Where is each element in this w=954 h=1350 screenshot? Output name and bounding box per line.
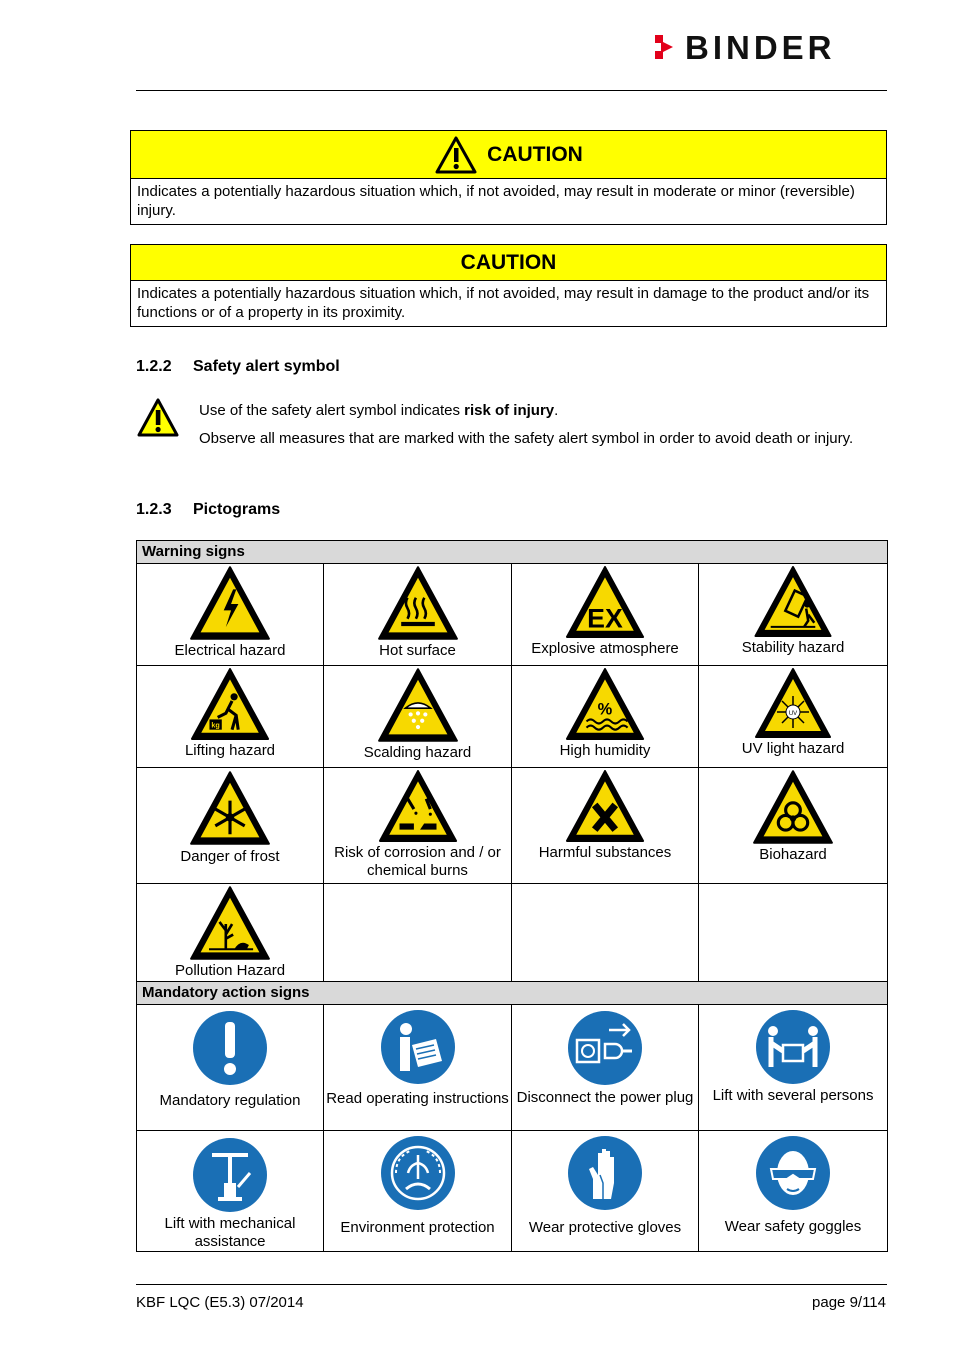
goggles-icon <box>753 1133 833 1213</box>
footer-document-id: KBF LQC (E5.3) 07/2014 <box>136 1294 304 1311</box>
hot-surface-icon <box>376 564 460 642</box>
mandatory-signs-header: Mandatory action signs <box>137 982 888 1005</box>
pictogram-label: Wear safety goggles <box>724 1218 862 1235</box>
gloves-icon <box>565 1133 645 1213</box>
pictogram-cell <box>512 1005 699 1131</box>
pictogram-cell <box>512 768 699 884</box>
scalding-hazard-icon <box>376 666 460 744</box>
safety-alert-symbol-icon <box>136 397 180 439</box>
pictogram-cell <box>324 1131 512 1252</box>
logo-chevron-icon <box>655 31 677 63</box>
pictogram-cell <box>699 1005 888 1131</box>
pictogram-cell <box>137 1131 324 1252</box>
pictogram-cell <box>137 564 324 666</box>
pictogram-label: Danger of frost <box>180 848 280 865</box>
pictogram-label: Hot surface <box>379 642 456 659</box>
pictogram-cell <box>699 1131 888 1252</box>
pictogram-cell <box>324 666 512 768</box>
pictogram-table <box>136 540 888 1252</box>
footer-page-number: page 9/114 <box>812 1294 886 1311</box>
pictogram-label: Wear protective gloves <box>528 1219 682 1236</box>
svg-text:EX: EX <box>587 603 623 634</box>
binder-logo <box>655 30 836 64</box>
pictogram-cell <box>324 1005 512 1131</box>
pictogram-label: Scalding hazard <box>363 744 472 761</box>
pictogram-cell <box>324 564 512 666</box>
empty-cell <box>324 884 512 982</box>
pictogram-label: Read operating instructions <box>326 1090 509 1107</box>
safety-alert-instruction: Observe all measures that are marked with the safety alert symbol in order to avoid death or injury. <box>199 430 854 447</box>
caution-header <box>131 131 886 179</box>
pictogram-cell <box>699 666 888 768</box>
explosive-atmosphere-icon <box>563 564 647 640</box>
mechanical-lift-icon <box>190 1135 270 1215</box>
exclamation-icon <box>190 1007 270 1089</box>
pictogram-label: Electrical hazard <box>174 642 286 659</box>
pictogram-cell <box>512 1131 699 1252</box>
pictogram-cell <box>699 768 888 884</box>
pictogram-label: Lift with several persons <box>712 1087 874 1104</box>
frost-icon <box>188 768 272 848</box>
lift-several-persons-icon <box>753 1007 833 1087</box>
pictogram-label: Disconnect the power plug <box>516 1089 694 1106</box>
pictogram-cell <box>137 884 324 982</box>
harmful-substances-icon <box>563 768 647 844</box>
electrical-hazard-icon <box>188 564 272 642</box>
environment-protection-icon <box>378 1133 458 1213</box>
pictogram-label: Harmful substances <box>538 844 672 861</box>
logo-text: BINDER <box>685 28 836 66</box>
pictogram-label: High humidity <box>559 742 651 759</box>
safety-alert-icon <box>434 135 478 175</box>
section-heading-safety-alert: 1.2.2 Safety alert symbol <box>136 358 340 375</box>
uv-light-hazard-icon <box>751 666 835 740</box>
svg-text:kg: kg <box>211 721 220 730</box>
pictogram-label: UV light hazard <box>741 740 845 757</box>
pictogram-label: Environment protection <box>340 1219 495 1236</box>
lifting-hazard-icon <box>188 666 272 742</box>
stability-hazard-icon <box>751 564 835 639</box>
pictogram-label: Pollution Hazard <box>174 962 286 979</box>
read-instructions-icon <box>378 1007 458 1087</box>
caution-title: CAUTION <box>487 142 583 166</box>
pictogram-label: Risk of corrosion and / or chemical burns <box>334 844 501 879</box>
pictogram-cell <box>324 768 512 884</box>
caution-box-property <box>130 244 887 327</box>
warning-signs-header: Warning signs <box>137 541 888 564</box>
empty-cell <box>512 884 699 982</box>
pollution-hazard-icon <box>188 884 272 962</box>
header-rule <box>136 90 887 91</box>
section-heading-pictograms: 1.2.3 Pictograms <box>136 501 281 518</box>
disconnect-plug-icon <box>565 1007 645 1089</box>
empty-cell <box>699 884 888 982</box>
biohazard-icon <box>751 768 835 846</box>
pictogram-cell <box>137 768 324 884</box>
caution-header <box>131 245 886 281</box>
pictogram-label: Stability hazard <box>741 639 845 656</box>
caution-text: Indicates a potentially hazardous situation which, if not avoided, may result in damage to the product and/or its functions or of a property in its proximity. <box>137 285 870 321</box>
high-humidity-icon <box>563 666 647 742</box>
svg-text:%: % <box>597 700 613 719</box>
safety-alert-description: Use of the safety alert symbol indicates risk of injury. <box>199 402 559 419</box>
pictogram-label: Biohazard <box>759 846 827 863</box>
pictogram-cell <box>512 564 699 666</box>
pictogram-label: Explosive atmosphere <box>531 640 679 657</box>
caution-text: Indicates a potentially hazardous situation which, if not avoided, may result in moderate or minor (reversible) injury. <box>137 183 855 219</box>
svg-text:UV: UV <box>788 711 798 717</box>
pictogram-cell <box>137 1005 324 1131</box>
footer-rule <box>136 1284 887 1285</box>
pictogram-label: Lifting hazard <box>184 742 276 759</box>
pictogram-cell <box>137 666 324 768</box>
caution-box-injury <box>130 130 887 225</box>
pictogram-label: Mandatory regulation <box>159 1092 301 1109</box>
pictogram-label: Lift with mechanical assistance <box>164 1215 296 1250</box>
caution-title: CAUTION <box>460 250 557 274</box>
pictogram-cell <box>512 666 699 768</box>
corrosion-icon <box>376 768 460 844</box>
pictogram-cell <box>699 564 888 666</box>
